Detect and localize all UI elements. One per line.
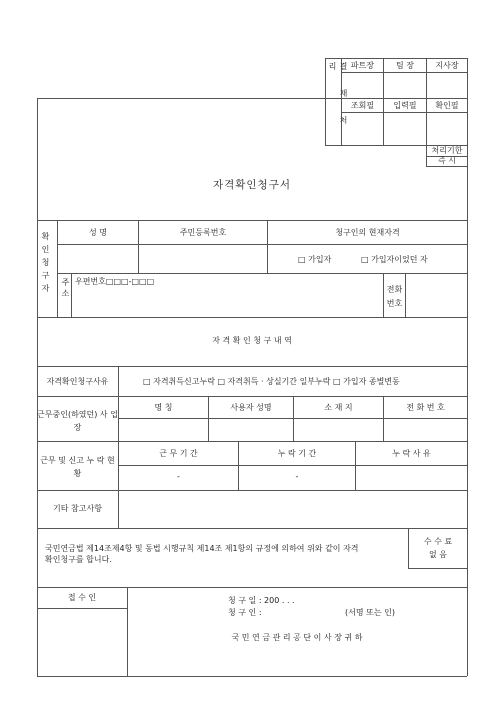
status-option-member[interactable]: □ 가입자: [298, 255, 332, 264]
approval-part-leader: 파트장: [350, 61, 375, 70]
fee-label: 수 수 료: [423, 537, 453, 546]
notes-label: 기타 참고사항: [53, 504, 102, 513]
header-name: 성 명: [89, 228, 107, 237]
work-period-dash[interactable]: -: [177, 472, 180, 481]
workplace-header-phone: 전 화 번 호: [406, 403, 445, 412]
signature-hint: (서명 또는 인): [345, 608, 395, 617]
header-rrn: 주민등록번호: [179, 228, 227, 237]
status-option-former-member[interactable]: □ 가입자이었던 자: [361, 255, 428, 264]
workplace-label: 근무중인(하였던) 사 업 장: [37, 410, 118, 432]
notes-field[interactable]: [119, 491, 467, 528]
omission-label: 근무 및 신고 누 락 현 황: [40, 456, 115, 478]
approval-branch-head: 지사장: [435, 61, 459, 70]
addressee: 국 민 연 금 관 리 공 단 이 사 장 귀 하: [231, 633, 363, 642]
reason-options[interactable]: □ 자격취득신고누락 □ 자격취득 · 상실기간 일부누락 □ 가입자 종별변동: [143, 377, 400, 386]
approval-input-done: 입력필: [393, 101, 417, 110]
omission-header-reason: 누 락 사 유: [392, 449, 431, 458]
header-current-status: 청구인의 현재자격: [335, 228, 400, 237]
omission-header-work-period: 근 무 기 간: [159, 449, 198, 458]
address-label: 주소: [61, 278, 70, 300]
workplace-header-name: 명 칭: [154, 403, 173, 412]
claimant-line[interactable]: 청 구 인 :: [228, 608, 262, 617]
workplace-header-employer: 사용자 성명: [230, 403, 272, 412]
form-title: 자격확인청구서: [212, 179, 291, 191]
statement-line-2: 확인청구를 합니다.: [45, 555, 112, 564]
section-title: 자 격 확 인 청 구 내 역: [212, 336, 292, 345]
approval-inquiry-done: 조회필: [350, 101, 375, 110]
approval-confirm-done: 확인필: [435, 101, 459, 110]
approval-side-label: 결 재 처 리: [328, 62, 348, 129]
fee-value: 없 음: [429, 550, 447, 559]
reason-label: 자격확인청구사유: [46, 377, 109, 386]
claim-date-line[interactable]: 청 구 일 : 200 . . .: [228, 596, 295, 605]
claimant-side-label: 확인청구자: [41, 232, 50, 297]
deadline-label: 처리기한: [431, 146, 463, 155]
rrn-field[interactable]: [139, 245, 267, 272]
phone-label: 전화 번호: [386, 285, 403, 308]
receipt-label: 접 수 인: [67, 593, 97, 602]
approval-team-leader: 팀 장: [396, 61, 414, 70]
omit-period-dash[interactable]: -: [295, 472, 299, 481]
workplace-header-location: 소 재 지: [324, 403, 353, 412]
phone-field[interactable]: [406, 274, 467, 317]
deadline-value: 즉 시: [438, 156, 456, 165]
address-value[interactable]: 우편번호□□□-□□□: [75, 277, 155, 286]
omission-header-omit-period: 누 락 기 간: [277, 449, 317, 458]
name-field[interactable]: [58, 245, 138, 272]
statement-line-1: 국민연금법 제14조제4항 및 동법 시행규칙 제14조 제1항의 규정에 의하여 위와 같이 자격: [45, 544, 359, 553]
